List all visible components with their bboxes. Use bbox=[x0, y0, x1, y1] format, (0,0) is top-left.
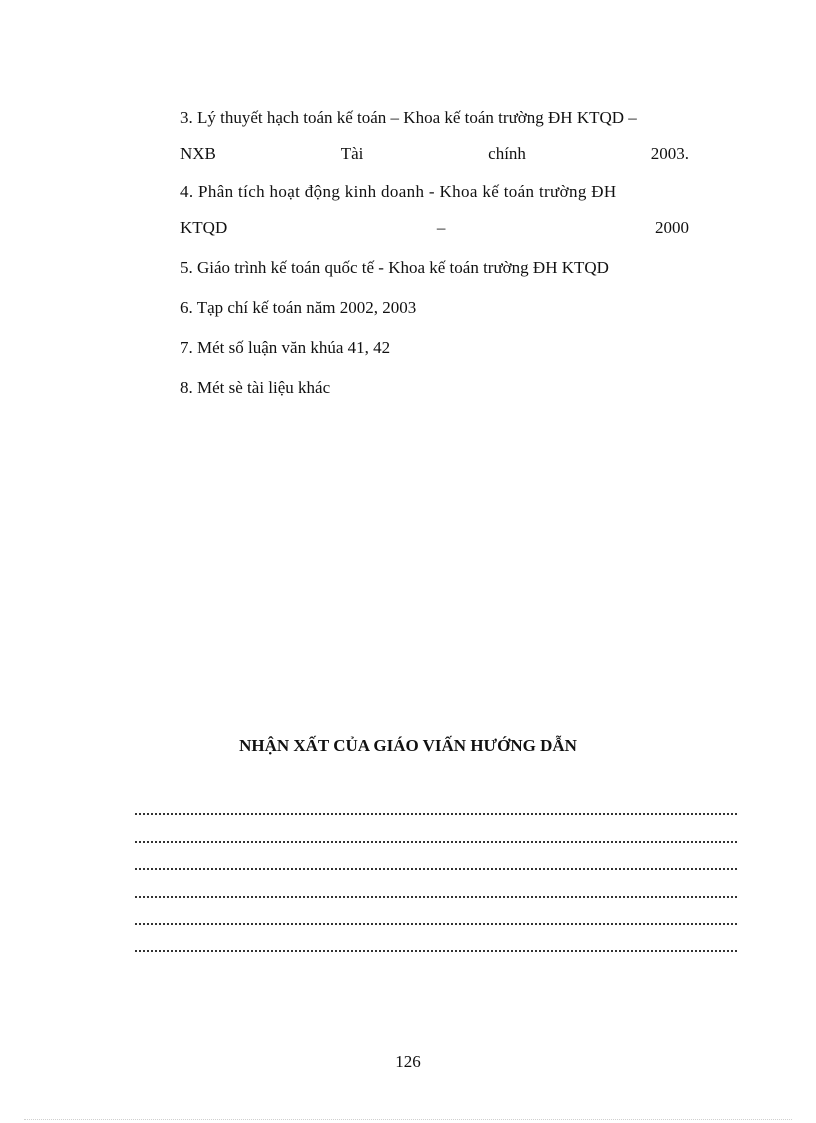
reference-4-line-2 bbox=[180, 214, 689, 242]
section-title: NHẬN XẤT CỦA GIÁO VIẤN HƯỚNG DẪN bbox=[239, 736, 577, 755]
reference-5: 5. Giáo trình kế toán quốc tế - Khoa kế toán trường ĐH KTQD bbox=[180, 258, 609, 277]
dotted-line bbox=[135, 823, 737, 850]
reference-3-line-2 bbox=[180, 140, 689, 168]
reference-8: 8. Mét sè tài liệu khác bbox=[180, 378, 331, 397]
reference-3-word: chính bbox=[488, 144, 526, 163]
reference-4-word: – bbox=[436, 218, 446, 237]
dotted-line bbox=[135, 906, 737, 933]
dotted-line bbox=[135, 933, 737, 960]
dotted-line bbox=[135, 851, 737, 878]
reference-4-word: KTQD bbox=[180, 218, 228, 237]
dotted-line bbox=[135, 796, 737, 823]
dotted-line bbox=[135, 878, 737, 905]
reference-4-line-1: 4. Phân tích hoạt động kinh doanh - Khoa kế toán trường ĐH bbox=[180, 182, 617, 201]
reference-3-word: Tài bbox=[340, 144, 364, 163]
reference-3-line-1: 3. Lý thuyết hạch toán kế toán – Khoa kế toán trường ĐH KTQD – bbox=[180, 108, 637, 127]
comment-lines bbox=[135, 796, 737, 960]
reference-7: 7. Mét số luận văn khúa 41, 42 bbox=[180, 338, 391, 357]
reference-3-word: NXB bbox=[180, 144, 216, 163]
page-bottom-rule bbox=[24, 1119, 792, 1120]
reference-6: 6. Tạp chí kế toán năm 2002, 2003 bbox=[180, 298, 417, 317]
page-number: 126 bbox=[395, 1052, 421, 1071]
reference-3-word: 2003. bbox=[650, 144, 689, 163]
reference-4-word: 2000 bbox=[655, 218, 689, 237]
